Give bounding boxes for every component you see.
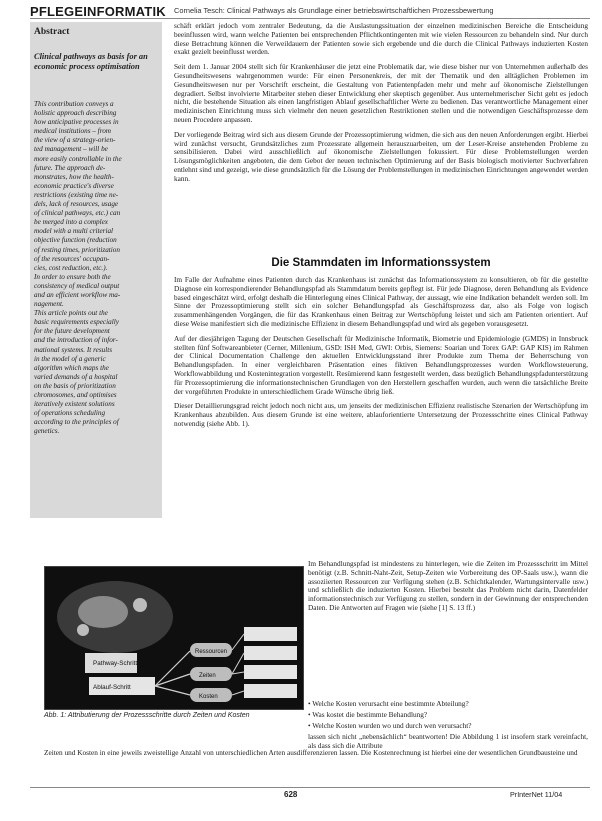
- figure-label-ressourcen: Ressourcen: [195, 649, 228, 655]
- abstract-body: This contribution conveys a holistic approach describing how anticipative processes in medical institutions – from the view of a strategy-orien- ted management – will be more easily controllable in the future. The approach de- monstrates, how the health- economic practice's diverse restrictions (existing time ne- dels, lack of resources, usage of clinical pathways, etc.) can be merged into a complex model with a multi criterial objective function (reduction of resting times, prioritization of the resources' occupan- cies, cost reduction, etc.). In order to ensure both the consistency of medical output and an efficient workflow ma- nagement. This article points out the basic requirements especially for the future development and the introduction of infor- mational systems. It results in the model of a generic algorithm which maps the varied demands of a hospital on the basis of prioritization chromosomes, and optimises iteratively existent solutions of operations scheduling according to the principles of genetics.: [34, 100, 122, 436]
- page-number: 628: [284, 790, 298, 799]
- bottom-paragraph: Zeiten und Kosten in eine jeweils zweistellige Anzahl von unterschiedlichen Arten ausdifferenzieren lassen. Die Kostenrechnung ist hierbei eine der wesentlichen Grundbausteine und: [44, 748, 578, 757]
- intro-paragraph-1: schäft erklärt jedoch vom zentraler Bedeutung, da die Auslastungssituation der einzelnen medizinischen Bereiche die Entscheidung beeinflussen wird, wann welche Patienten bei entsprechenden Pflichtkontingenten mit wie vielen Ressourcen zu behandeln sind. Nur durch diese Betrachtung können die Verweildauern der Patienten sowie sich ergebende und die durch die Clinical Pathways induzierten Kosten exakt gezielt beeinflusst werden.: [174, 21, 588, 57]
- figure-label-pathway: Pathway-Schritt: [93, 660, 138, 667]
- intro-column: [174, 22, 588, 252]
- figure-label-kosten: Kosten: [199, 694, 218, 700]
- section-paragraph-2: Auf der diesjährigen Tagung der Deutschen Gesellschaft für Medizinische Informatik, Biometrie und Epidemiologie (GMDS) in Innsbruck stellten fünf Softwareanbieter (Cerner, Millenium, GSD: ISH Med, GWI: Orbis, Siemens: Soarian und Torex GAP: GAP KIS) im Rahmen der Clinical Documentation Challenge den aktuellen Entwicklungsstand ihrer Produkte zum Thema der Beherrschung von Behandlungspfaden. In einer vergleichbaren Präsentation eines fiktiven Behandlungsprozesses wurden Workflowsteuerung, Workflowabbildung und Kostenintegration vorgestellt. Resümierend kann festgestellt werden, dass bezüglich Behandlungspfadunterstützung für Prozessoptimierung die informationstechnischen Grundlagen von den Herstellern geschaffen wurden, auch wenn die tatsächliche Breite der vorgeführten Produkte in unterschiedlichem Grade Wünsche übrig ließ.: [174, 333, 588, 396]
- figure-caption: Abb. 1: Attributierung der Prozessschritte durch Zeiten und Kosten: [44, 712, 250, 719]
- text-after-questions: lassen sich nicht „nebensächlich“ beantworten! Die Abbildung 1 ist insofern stark vereinfacht, als dass sich die Attribute: [308, 732, 588, 750]
- footer-rule: [30, 787, 590, 788]
- abstract-subtitle: Clinical pathways as basis for an economic process optimisation: [34, 52, 148, 71]
- question-item-1: • Welche Kosten verursacht eine bestimmte Abteilung?: [308, 698, 588, 709]
- figure-1: [44, 566, 304, 710]
- section-body: [174, 276, 588, 552]
- footer-journal: PrInterNet 11/04: [510, 790, 563, 799]
- intro-paragraph-2: Seit dem 1. Januar 2004 stellt sich für Krankenhäuser die jetzt eine Problematik dar, wie diese bisher nur von Unternehmen außerhalb des Gesundheitswesens wahrgenommen wurde: Für einen Personenkreis, der mit der Thematik und den alltäglichen Problemen im Gesundheitswesen nur per Vorschrift erscheint, die Gestaltung von Patientenpfaden mehr und mehr auf ökonomische Zielstellungen degradiert. Selbst involvierte Mitarbeiter stehen dieser Entwicklung eher skeptisch gegenüber. Aus unternehmerischer Sicht geht es jedoch nicht, die bestehende Situation als einen langfristigen Ablauf gesellschaftlicher Werte zu bedienen. Das verantwortliche Management einer medizinischen Einrichtung muss sich vielmehr den neuen gesetzlichen Restriktionen stellen und die notwendigen Geschäftsprozesse dem neuen Procedere anpassen.: [174, 62, 588, 124]
- question-list: [308, 698, 588, 731]
- figure-label-zeiten: Zeiten: [199, 673, 216, 679]
- abstract-title: Abstract: [34, 27, 70, 37]
- right-column-text: Im Behandlungspfad ist mindestens zu hinterlegen, wie die Zeiten im Prozessschritt im Mittel benötigt (z.B. Schnitt-Naht-Zeit, Setup-Zeiten wie Vorbereitung des OP-Saals usw.), wann die assoziierten Ressourcen zur Verfügung stehen (z.B. Schichtkalender, Wartungsintervalle usw.) und schließlich die induzierten Kosten. Hierbei besteht das Problem nicht darin, Datenfelder informationstechnisch zur Verfügung zu stellen, sondern in der Gewinnung der entsprechenden Daten. Die Antworten auf Fragen wie (siehe [1] S. 13 ff.): [308, 559, 588, 612]
- question-item-3: • Welche Kosten wurden wo und durch wen verursacht?: [308, 720, 588, 731]
- journal-logo: PFLEGEINFORMATIK: [30, 4, 166, 19]
- section-paragraph-1: Im Falle der Aufnahme eines Patienten durch das Krankenhaus ist zunächst das Informationssystem zu konsultieren, ob für die gestellte Diagnose ein korrespondierender Behandlungspfad als Stammdatum bereits gepflegt ist. Für jede Diagnose, deren Behandlung als Evidence based eingeschätzt wird, erfolgt deshalb die Hinterlegung eines Clinical Pathway, der aussagt, wie eine Indikation behandelt werden soll. Im Sinne der Prozessoptimierung stellt sich ein solcher Behandlungspfad als Geschäftsprozess dar, also als Folge von logisch zusammenhängenden Vorgängen, die für das Krankenhaus einen Beitrag zur Wertschöpfung leistet und sich am Patienten orientiert. Auf diese Weise manifestiert sich die medizinische Effizienz in diesem Behandlungspfad und wird als gegeben vorausgesetzt.: [174, 275, 588, 328]
- figure-label-ablauf: Ablauf-Schritt: [93, 684, 131, 691]
- header-rule: [30, 18, 590, 19]
- section-paragraph-3: Dieser Detaillierungsgrad reicht jedoch noch nicht aus, um jenseits der medizinischen Effizienz realistische Szenarien der Wertschöpfung im Krankenhaus abzubilden. Aus diesem Grunde ist eine weitere, ablauforientierte Untersetzung der Prozessschritte eines Clinical Pathway notwendig (siehe Abb. 1).: [174, 401, 588, 428]
- intro-paragraph-3: Der vorliegende Beitrag wird sich aus diesem Grunde der Prozessoptimierung widmen, die sich aus den neuen Anforderungen ergibt. Hierbei wird zunächst versucht, Grundsätzliches zum Prozessrate allgemein herauszuarbeiten, um der Leser-Kreise anstehenden Probleme zu sensibilisieren. Dabei wird ausschließlich auf ökonomische Zielstellungen fokussiert. Für diese Problemstellungen werden Lösungsmöglichkeiten angeboten, die dem Gebot der neuen technischen Optimierung auf der Basis biologisch motivierter Suchverfahren entlehnt sind und gezeigt, wie diese grundsätzlich für die Lösung der Problemstellungen in medizinischen Einrichtungen angewendet werden kann.: [174, 129, 588, 183]
- figure-diagram: [45, 567, 303, 709]
- running-head: Cornelia Tesch: Clinical Pathways als Grundlage einer betriebswirtschaftlichen Prozessbewertung: [174, 6, 494, 15]
- abstract-sidebar: [30, 22, 162, 518]
- question-item-2: • Was kostet die bestimmte Behandlung?: [308, 709, 588, 720]
- section-heading: Die Stammdaten im Informationssystem: [271, 257, 491, 269]
